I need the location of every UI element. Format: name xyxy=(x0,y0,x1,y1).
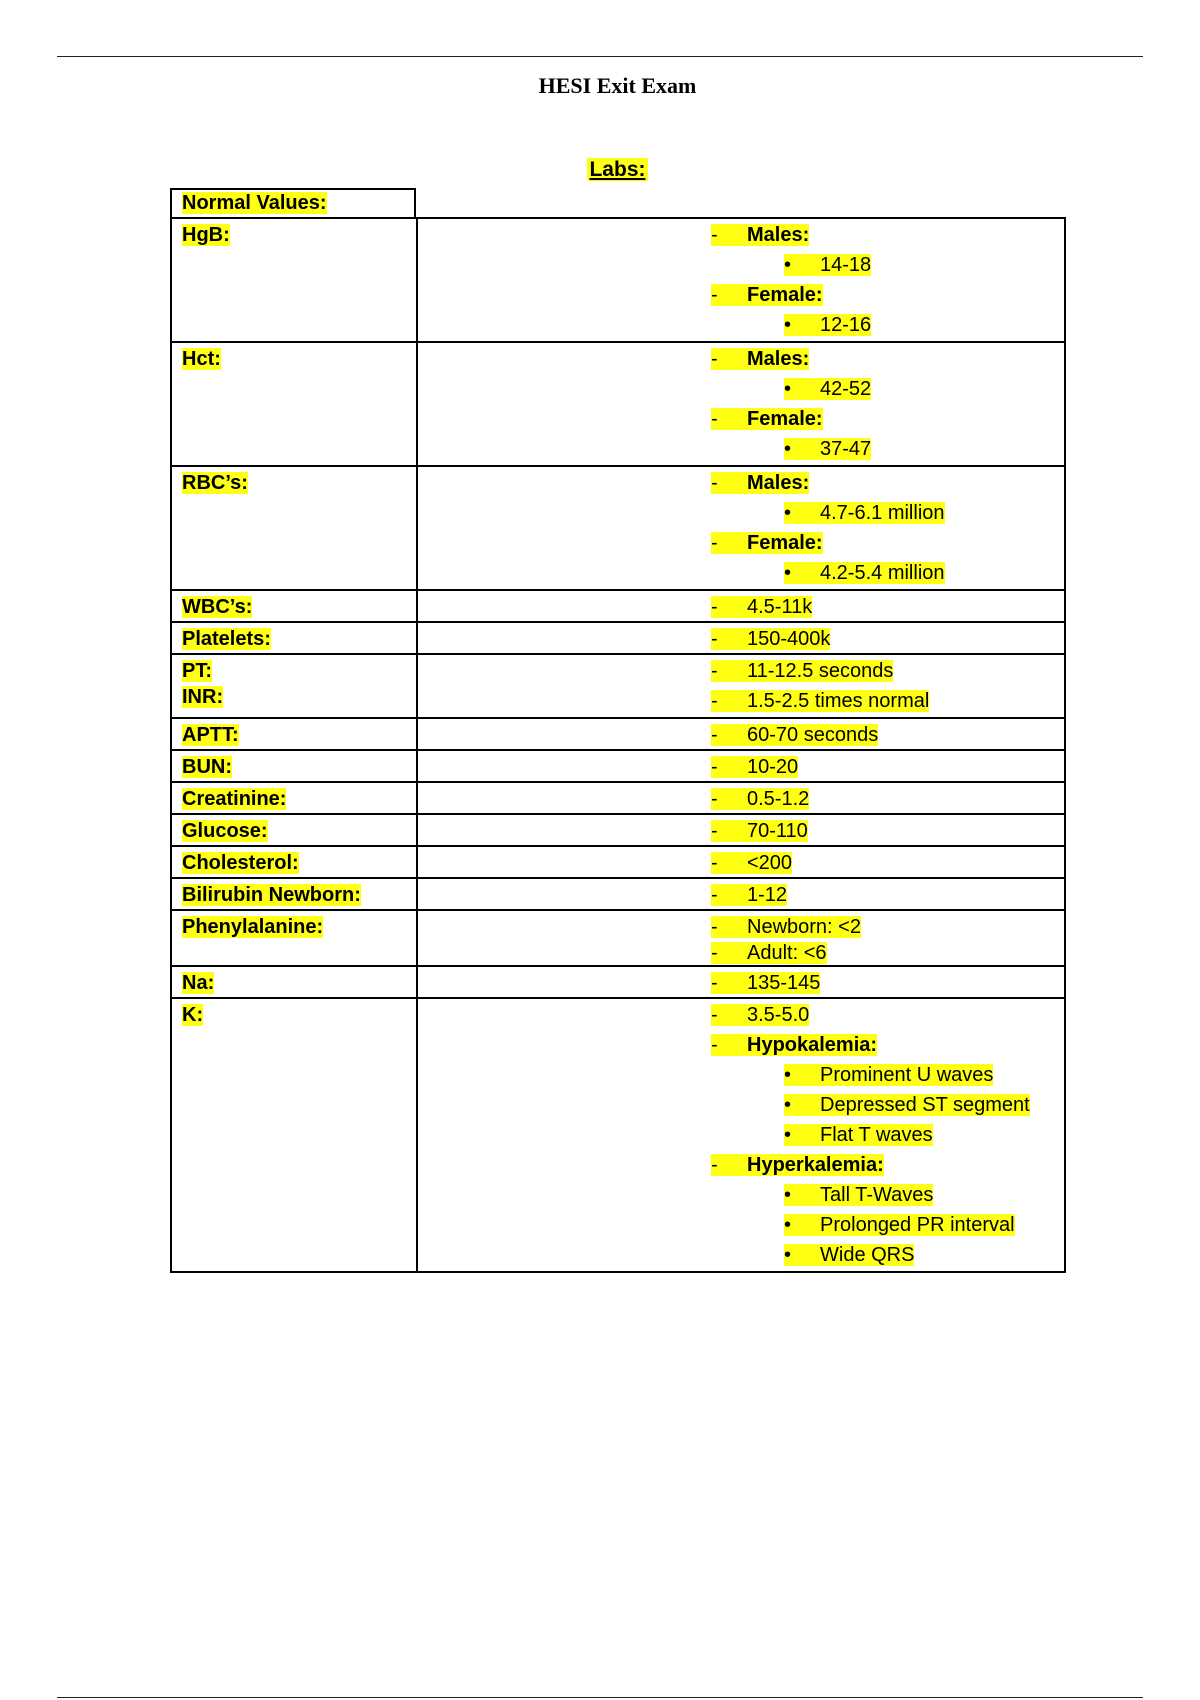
lab-name: Platelets: xyxy=(182,628,271,650)
dash-item xyxy=(418,849,1064,877)
highlighted-text xyxy=(784,1214,1015,1236)
lab-name-cell xyxy=(172,467,418,589)
highlighted-text xyxy=(784,1124,933,1146)
table-header-cell xyxy=(170,188,416,217)
highlighted-text xyxy=(711,972,820,994)
table-row xyxy=(170,589,1066,621)
lab-name: K: xyxy=(182,1004,204,1026)
value-text: 14-18 xyxy=(820,254,872,276)
value-text: 12-16 xyxy=(820,314,872,336)
bullet-item xyxy=(418,1181,1064,1211)
highlighted-text xyxy=(711,348,809,370)
lab-name: Bilirubin Newborn: xyxy=(182,884,361,906)
table-row xyxy=(170,965,1066,997)
lab-name: HgB: xyxy=(182,224,230,246)
highlighted-text xyxy=(711,660,893,682)
lab-name-cell xyxy=(172,219,418,341)
dash-item xyxy=(418,969,1064,997)
highlighted-text xyxy=(784,1064,993,1086)
dash-item xyxy=(418,817,1064,845)
dash-item xyxy=(418,529,1064,559)
table-row xyxy=(170,749,1066,781)
highlighted-text xyxy=(711,942,827,964)
value-text: Depressed ST segment xyxy=(820,1094,1030,1116)
bullet-marker: • xyxy=(784,1064,792,1086)
lab-name-cell xyxy=(172,343,418,465)
lab-name-cell xyxy=(172,815,418,845)
dash-item xyxy=(418,345,1064,375)
table-row xyxy=(170,997,1066,1273)
value-text: 1.5-2.5 times normal xyxy=(747,690,930,712)
bullet-marker: • xyxy=(784,438,792,460)
table-row xyxy=(170,465,1066,589)
highlighted-text xyxy=(711,1034,877,1056)
lab-name: INR: xyxy=(182,686,224,708)
lab-name: Na: xyxy=(182,972,215,994)
table-row xyxy=(170,781,1066,813)
dash-marker: - xyxy=(711,852,718,874)
bullet-item xyxy=(418,1121,1064,1151)
dash-item xyxy=(418,593,1064,621)
lab-name: Glucose: xyxy=(182,820,268,842)
table-row xyxy=(170,845,1066,877)
dash-item xyxy=(418,625,1064,653)
highlighted-text xyxy=(784,314,871,336)
lab-values-cell xyxy=(418,879,1064,909)
table-row xyxy=(170,813,1066,845)
dash-marker: - xyxy=(711,724,718,746)
dash-item xyxy=(418,221,1064,251)
bullet-item xyxy=(418,435,1064,465)
dash-marker: - xyxy=(711,1154,718,1176)
highlighted-text xyxy=(711,690,929,712)
dash-item xyxy=(418,687,1064,717)
highlighted-text xyxy=(711,1004,809,1026)
highlighted-text xyxy=(711,284,823,306)
page-footer-rule xyxy=(57,1697,1143,1698)
highlighted-text xyxy=(711,408,823,430)
highlighted-text xyxy=(711,628,830,650)
value-text: Males: xyxy=(747,472,810,494)
table-row xyxy=(170,217,1066,341)
value-text: Males: xyxy=(747,348,810,370)
highlighted-text xyxy=(711,1154,884,1176)
bullet-item xyxy=(418,559,1064,589)
table-row xyxy=(170,717,1066,749)
dash-marker: - xyxy=(711,224,718,246)
value-text: Flat T waves xyxy=(820,1124,933,1146)
dash-item xyxy=(418,657,1064,687)
value-text: Prominent U waves xyxy=(820,1064,994,1086)
lab-name-cell xyxy=(172,911,418,965)
table-header-label: Normal Values: xyxy=(182,192,327,214)
value-text: 3.5-5.0 xyxy=(747,1004,810,1026)
value-text: 4.5-11k xyxy=(747,596,813,618)
bullet-marker: • xyxy=(784,1124,792,1146)
dash-marker: - xyxy=(711,884,718,906)
highlighted-text xyxy=(784,1244,914,1266)
lab-name: RBC’s: xyxy=(182,472,248,494)
highlighted-text xyxy=(711,916,861,938)
highlighted-text xyxy=(711,724,878,746)
value-text: 0.5-1.2 xyxy=(747,788,810,810)
value-text: 37-47 xyxy=(820,438,872,460)
normal-values-table xyxy=(170,188,1066,1273)
highlighted-text xyxy=(711,852,792,874)
dash-marker: - xyxy=(711,660,718,682)
dash-marker: - xyxy=(711,472,718,494)
table-row xyxy=(170,909,1066,965)
dash-item xyxy=(418,721,1064,749)
dash-item xyxy=(418,753,1064,781)
lab-values-cell xyxy=(418,967,1064,997)
value-text: 42-52 xyxy=(820,378,872,400)
highlighted-text xyxy=(784,438,871,460)
highlighted-text xyxy=(784,1094,1030,1116)
highlighted-text xyxy=(784,502,945,524)
value-text: Hyperkalemia: xyxy=(747,1154,884,1176)
page-header-rule xyxy=(57,56,1143,57)
lab-name-cell xyxy=(172,751,418,781)
lab-name-cell xyxy=(172,967,418,997)
lab-values-cell xyxy=(418,219,1064,341)
dash-marker: - xyxy=(711,596,718,618)
lab-name-cell xyxy=(172,655,418,717)
dash-marker: - xyxy=(711,972,718,994)
lab-name-cell xyxy=(172,847,418,877)
dash-item xyxy=(418,281,1064,311)
value-text: Prolonged PR interval xyxy=(820,1214,1015,1236)
dash-marker: - xyxy=(711,1004,718,1026)
bullet-marker: • xyxy=(784,314,792,336)
table-row xyxy=(170,653,1066,717)
bullet-item xyxy=(418,375,1064,405)
lab-name-cell xyxy=(172,783,418,813)
value-text: 135-145 xyxy=(747,972,821,994)
bullet-item xyxy=(418,311,1064,341)
bullet-item xyxy=(418,1211,1064,1241)
lab-name: PT: xyxy=(182,660,212,682)
bullet-item xyxy=(418,1091,1064,1121)
bullet-marker: • xyxy=(784,378,792,400)
dash-item xyxy=(418,939,1064,965)
dash-item xyxy=(418,469,1064,499)
lab-name-cell xyxy=(172,999,418,1271)
value-text: Hypokalemia: xyxy=(747,1034,878,1056)
bullet-marker: • xyxy=(784,1214,792,1236)
value-text: Newborn: <2 xyxy=(747,916,861,938)
bullet-marker: • xyxy=(784,1094,792,1116)
highlighted-text xyxy=(784,1184,933,1206)
lab-name-cell xyxy=(172,591,418,621)
dash-marker: - xyxy=(711,348,718,370)
lab-name: BUN: xyxy=(182,756,232,778)
bullet-marker: • xyxy=(784,562,792,584)
lab-name: Hct: xyxy=(182,348,221,370)
bullet-item xyxy=(418,1241,1064,1271)
highlighted-text xyxy=(784,562,945,584)
dash-marker: - xyxy=(711,820,718,842)
dash-item xyxy=(418,1001,1064,1031)
lab-name: Creatinine: xyxy=(182,788,287,810)
highlighted-text xyxy=(711,224,809,246)
bullet-marker: • xyxy=(784,502,792,524)
dash-marker: - xyxy=(711,788,718,810)
lab-values-cell xyxy=(418,999,1064,1271)
lab-name: APTT: xyxy=(182,724,239,746)
value-text: 4.7-6.1 million xyxy=(820,502,945,524)
highlighted-text xyxy=(711,756,798,778)
lab-values-cell xyxy=(418,343,1064,465)
dash-marker: - xyxy=(711,408,718,430)
lab-values-cell xyxy=(418,911,1064,965)
value-text: Female: xyxy=(747,284,823,306)
value-text: Males: xyxy=(747,224,810,246)
lab-values-cell xyxy=(418,751,1064,781)
highlighted-text xyxy=(784,378,871,400)
bullet-item xyxy=(418,1061,1064,1091)
dash-marker: - xyxy=(711,942,718,964)
dash-marker: - xyxy=(711,1034,718,1056)
bullet-marker: • xyxy=(784,254,792,276)
dash-marker: - xyxy=(711,532,718,554)
dash-marker: - xyxy=(711,690,718,712)
highlighted-text xyxy=(711,820,808,842)
dash-item xyxy=(418,913,1064,939)
bullet-marker: • xyxy=(784,1184,792,1206)
dash-item xyxy=(418,405,1064,435)
value-text: 10-20 xyxy=(747,756,799,778)
dash-item xyxy=(418,785,1064,813)
bullet-marker: • xyxy=(784,1244,792,1266)
value-text: 1-12 xyxy=(747,884,788,906)
labs-heading-text: Labs: xyxy=(589,158,646,181)
highlighted-text xyxy=(711,596,812,618)
lab-values-cell xyxy=(418,847,1064,877)
table-row xyxy=(170,621,1066,653)
bullet-item xyxy=(418,499,1064,529)
dash-marker: - xyxy=(711,284,718,306)
value-text: 4.2-5.4 million xyxy=(820,562,945,584)
value-text: Female: xyxy=(747,532,823,554)
bullet-item xyxy=(418,251,1064,281)
value-text: Adult: <6 xyxy=(747,942,827,964)
value-text: Tall T-Waves xyxy=(820,1184,934,1206)
dash-item xyxy=(418,1151,1064,1181)
lab-values-cell xyxy=(418,591,1064,621)
lab-values-cell xyxy=(418,467,1064,589)
lab-name: WBC’s: xyxy=(182,596,253,618)
dash-item xyxy=(418,1031,1064,1061)
dash-marker: - xyxy=(711,756,718,778)
lab-name-cell xyxy=(172,879,418,909)
value-text: 11-12.5 seconds xyxy=(747,660,894,682)
lab-values-cell xyxy=(418,783,1064,813)
dash-marker: - xyxy=(711,628,718,650)
lab-values-cell xyxy=(418,655,1064,717)
lab-name-cell xyxy=(172,623,418,653)
lab-name-cell xyxy=(172,719,418,749)
highlighted-text xyxy=(711,884,787,906)
table-row xyxy=(170,877,1066,909)
dash-marker: - xyxy=(711,916,718,938)
lab-values-cell xyxy=(418,815,1064,845)
lab-name: Cholesterol: xyxy=(182,852,299,874)
document-title: HESI Exit Exam xyxy=(538,73,697,98)
lab-name: Phenylalanine: xyxy=(182,916,324,938)
table-row xyxy=(170,341,1066,465)
lab-values-cell xyxy=(418,719,1064,749)
lab-values-cell xyxy=(418,623,1064,653)
highlighted-text xyxy=(711,532,823,554)
value-text: Female: xyxy=(747,408,823,430)
value-text: <200 xyxy=(747,852,793,874)
dash-item xyxy=(418,881,1064,909)
highlighted-text xyxy=(711,788,809,810)
highlighted-text xyxy=(784,254,871,276)
value-text: Wide QRS xyxy=(820,1244,915,1266)
value-text: 150-400k xyxy=(747,628,831,650)
section-heading xyxy=(0,158,1200,182)
value-text: 60-70 seconds xyxy=(747,724,879,746)
highlighted-text xyxy=(711,472,809,494)
value-text: 70-110 xyxy=(747,820,808,842)
